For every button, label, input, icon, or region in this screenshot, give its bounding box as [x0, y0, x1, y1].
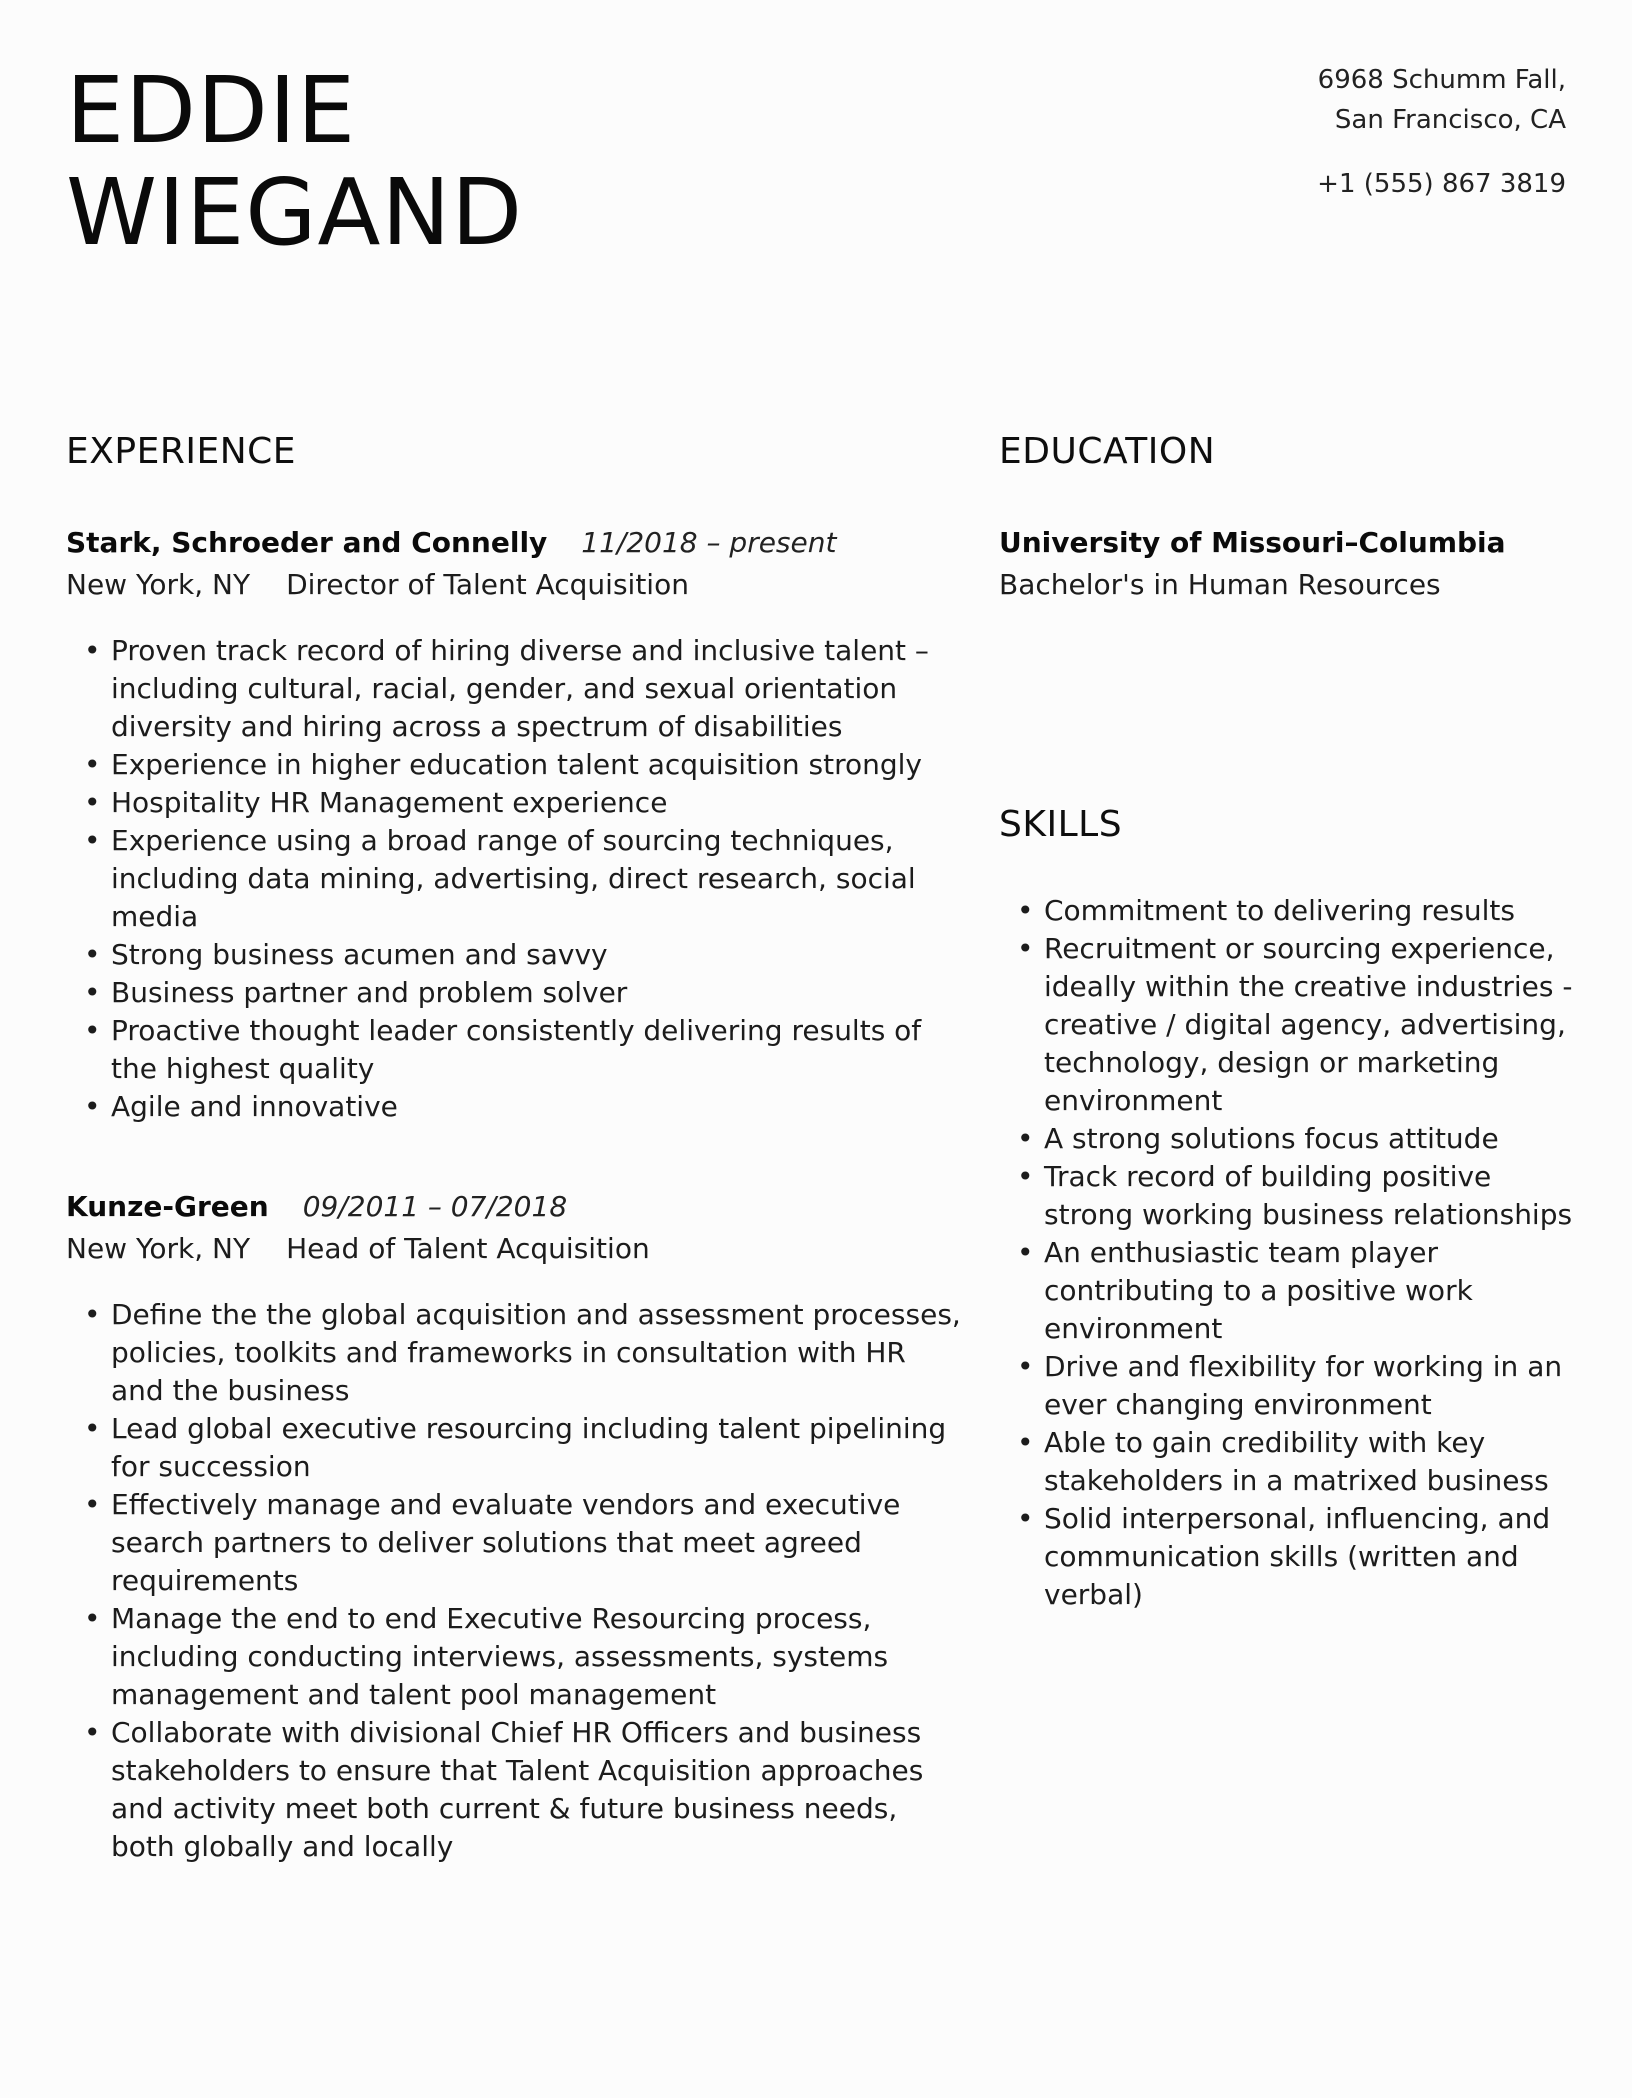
skills-heading: SKILLS: [999, 804, 1123, 845]
job-1-location: New York, NY: [66, 568, 251, 601]
job-2-dates: 09/2011 – 07/2018: [302, 1190, 568, 1223]
list-item: • Experience in higher education talent acquisition strongly: [66, 746, 966, 784]
first-name: EDDIE: [66, 57, 357, 164]
list-item: • Recruitment or sourcing experience, ideally within the creative industries - creative / digital agency, advertising, technology, design or marketing environment: [999, 930, 1579, 1120]
address-line-2: San Francisco, CA: [1334, 105, 1566, 135]
experience-heading: EXPERIENCE: [66, 431, 297, 472]
list-item: • A strong solutions focus attitude: [999, 1120, 1579, 1158]
list-item: • Hospitality HR Management experience: [66, 784, 966, 822]
list-item: • Able to gain credibility with key stakeholders in a matrixed business: [999, 1424, 1579, 1500]
address-line-1: 6968 Schumm Fall,: [1317, 65, 1566, 95]
job-1: [66, 524, 966, 1126]
list-item: • Agile and innovative: [66, 1088, 966, 1126]
skills-list: [999, 892, 1579, 1614]
list-item: • Effectively manage and evaluate vendors and executive search partners to deliver solutions that meet agreed requirements: [66, 1486, 966, 1600]
phone-number: +1 (555) 867 3819: [1317, 169, 1566, 199]
list-item: • Solid interpersonal, influencing, and communication skills (written and verbal): [999, 1500, 1579, 1614]
school-name: University of Missouri–Columbia: [999, 526, 1506, 559]
list-item: • An enthusiastic team player contributing to a positive work environment: [999, 1234, 1579, 1348]
job-1-company: Stark, Schroeder and Connelly: [66, 526, 548, 559]
candidate-name: [66, 57, 524, 266]
education-heading: EDUCATION: [999, 431, 1216, 472]
contact-info: [1317, 60, 1566, 204]
job-2: [66, 1188, 966, 1866]
job-1-dates: 11/2018 – present: [581, 526, 837, 559]
list-item: • Experience using a broad range of sourcing techniques, including data mining, advertising, direct research, social media: [66, 822, 966, 936]
job-2-location: New York, NY: [66, 1232, 251, 1265]
list-item: • Drive and flexibility for working in an ever changing environment: [999, 1348, 1579, 1424]
job-2-role: Head of Talent Acquisition: [286, 1232, 650, 1265]
list-item: • Manage the end to end Executive Resourcing process, including conducting interviews, assessments, systems management and talent pool management: [66, 1600, 966, 1714]
list-item: • Strong business acumen and savvy: [66, 936, 966, 974]
list-item: • Collaborate with divisional Chief HR Officers and business stakeholders to ensure that Talent Acquisition approaches and activity meet both current & future business needs, both globally and locally: [66, 1714, 966, 1866]
list-item: • Define the the global acquisition and assessment processes, policies, toolkits and frameworks in consultation with HR and the business: [66, 1296, 966, 1410]
job-1-bullets: [66, 632, 966, 1126]
job-2-company: Kunze-Green: [66, 1190, 269, 1223]
list-item: • Track record of building positive strong working business relationships: [999, 1158, 1579, 1234]
list-item: • Proven track record of hiring diverse and inclusive talent – including cultural, racial, gender, and sexual orientation diversity and hiring across a spectrum of disabilities: [66, 632, 966, 746]
degree: Bachelor's in Human Resources: [999, 568, 1441, 601]
list-item: • Commitment to delivering results: [999, 892, 1579, 930]
education-entry: [999, 524, 1579, 604]
list-item: • Lead global executive resourcing including talent pipelining for succession: [66, 1410, 966, 1486]
job-2-bullets: [66, 1296, 966, 1866]
list-item: • Proactive thought leader consistently delivering results of the highest quality: [66, 1012, 966, 1088]
last-name: WIEGAND: [66, 159, 524, 266]
list-item: • Business partner and problem solver: [66, 974, 966, 1012]
job-1-role: Director of Talent Acquisition: [286, 568, 689, 601]
